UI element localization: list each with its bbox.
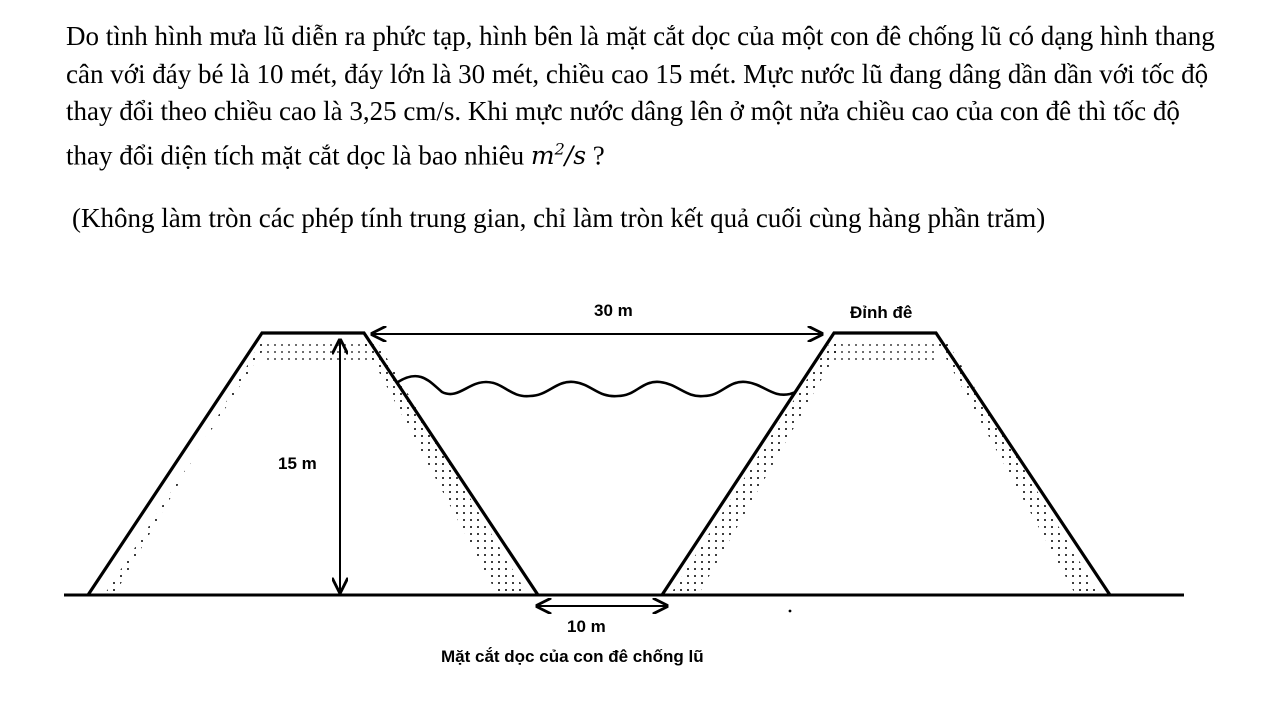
- unit-exponent: 2: [554, 139, 565, 159]
- stray-dot: [789, 610, 792, 613]
- unit-base: m: [530, 140, 555, 170]
- bottom-width-label: 10 m: [567, 617, 606, 636]
- height-label: 15 m: [278, 454, 317, 473]
- rounding-note: (Không làm tròn các phép tính trung gian, chỉ làm tròn kết quả cuối cùng hàng phần trăm): [72, 203, 1046, 233]
- problem-text: Do tình hình mưa lũ diễn ra phức tạp, hình bên là mặt cắt dọc của một con đê chống lũ có dạng hình thang cân với đáy bé là 10 mét, đáy lớn là 30 mét, chiều cao 15 mét. Mực nước lũ đang dâng dần dần với tốc độ thay đổi theo chiều cao là 3,25 cm/s. Khi mực nước dâng lên ở một nửa chiều cao của con đê thì tốc độ thay đổi diện tích mặt cắt dọc là bao nhiêu: [66, 21, 1215, 170]
- left-levee-top-dotted-band: [262, 340, 374, 362]
- unit-rest: /s: [564, 140, 587, 170]
- right-levee-inner-dotted-band: [672, 340, 844, 592]
- figure-caption: Mặt cắt dọc của con đê chống lũ: [441, 647, 704, 666]
- left-levee-outer-dotted-band: [106, 340, 262, 592]
- crest-label: Đỉnh đê: [850, 303, 913, 322]
- top-width-label: 30 m: [594, 301, 633, 320]
- right-levee-top-dotted-band: [830, 340, 938, 362]
- right-levee-outer-dotted-band: [936, 340, 1098, 592]
- water-surface-wave: [398, 376, 796, 396]
- left-levee-inner-dotted-band: [362, 340, 526, 592]
- right-levee-outline: [662, 333, 1110, 595]
- question-mark: ?: [586, 139, 605, 170]
